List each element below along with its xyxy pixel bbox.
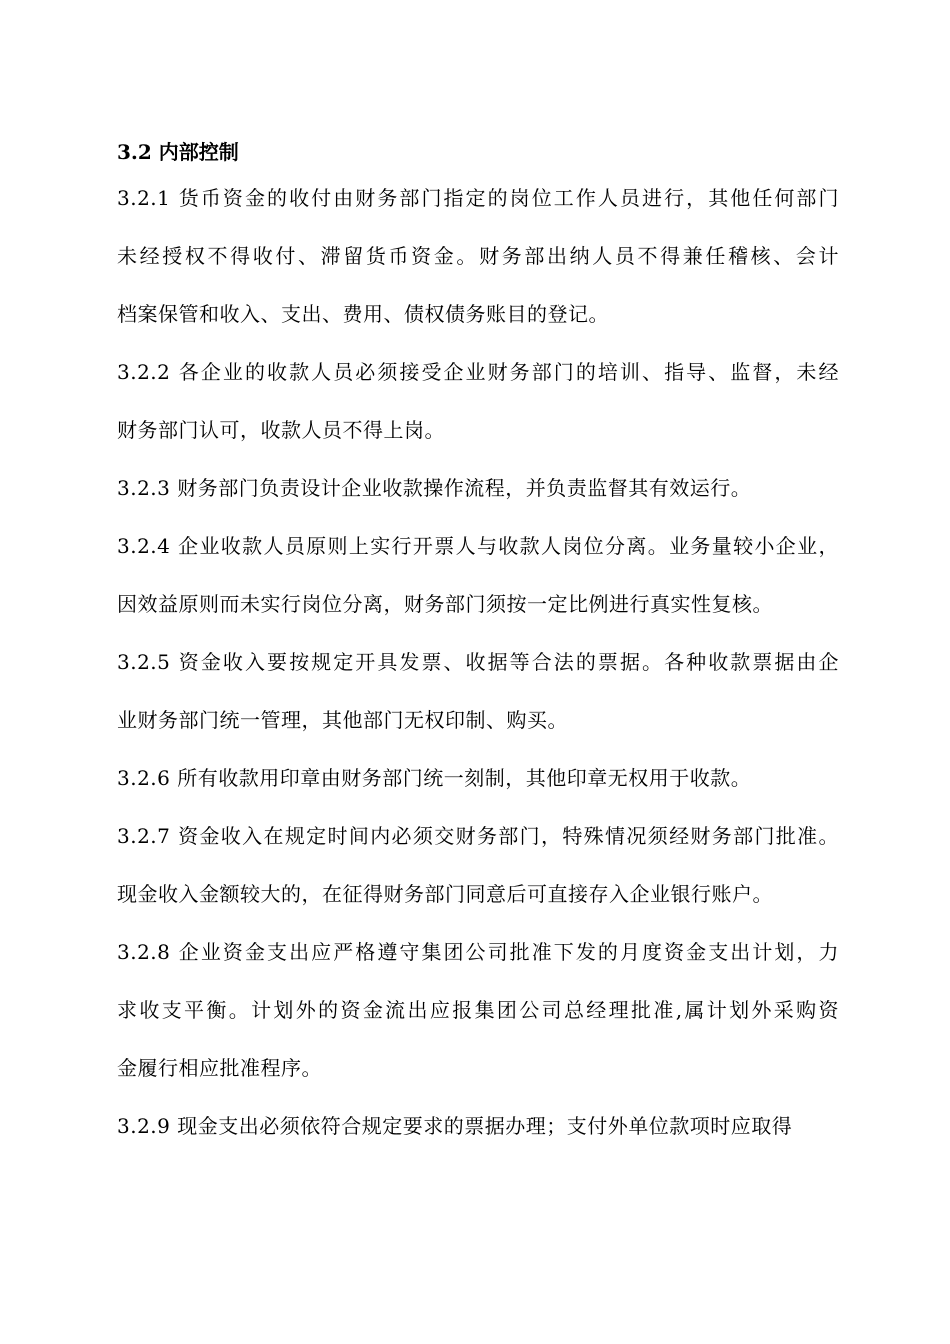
paragraph-line: 3.2.2 各企业的收款人员必须接受企业财务部门的培训、指导、监督，未经 <box>117 360 839 384</box>
paragraph-gap <box>117 914 839 932</box>
line-gap <box>117 682 839 700</box>
paragraph-line: 业财务部门统一管理，其他部门无权印制、购买。 <box>117 708 568 732</box>
paragraph-gap <box>117 334 839 352</box>
paragraph-line: 3.2.3 财务部门负责设计企业收款操作流程，并负责监督其有效运行。 <box>117 476 752 500</box>
paragraph-line: 3.2.8 企业资金支出应严格遵守集团公司批准下发的月度资金支出计划，力 <box>117 940 839 964</box>
paragraph <box>117 526 839 624</box>
paragraph-gap <box>117 1088 839 1106</box>
paragraph-line: 3.2.6 所有收款用印章由财务部门统一刻制，其他印章无权用于收款。 <box>117 766 752 790</box>
paragraph-line: 3.2.5 资金收入要按规定开具发票、收据等合法的票据。各种收款票据由企 <box>117 650 839 674</box>
paragraph <box>117 816 839 914</box>
paragraph <box>117 178 839 334</box>
line-gap <box>117 856 839 874</box>
paragraph-line: 求收支平衡。计划外的资金流出应报集团公司总经理批准,属计划外采购资 <box>117 998 839 1022</box>
paragraph-line: 因效益原则而未实行岗位分离，财务部门须按一定比例进行真实性复核。 <box>117 592 773 616</box>
paragraph-gap <box>117 508 839 526</box>
line-gap <box>117 1030 839 1048</box>
paragraph-line: 未经授权不得收付、滞留货币资金。财务部出纳人员不得兼任稽核、会计 <box>117 244 839 268</box>
paragraph-line: 3.2.9 现金支出必须依符合规定要求的票据办理；支付外单位款项时应取得 <box>117 1114 793 1138</box>
paragraph-line: 档案保管和收入、支出、费用、债权债务账目的登记。 <box>117 302 609 326</box>
section-heading: 3.2 内部控制 <box>117 140 239 164</box>
line-gap <box>117 392 839 410</box>
paragraph <box>117 758 839 798</box>
paragraph-line: 现金收入金额较大的，在征得财务部门同意后可直接存入企业银行账户。 <box>117 882 773 906</box>
line-gap <box>117 218 839 236</box>
paragraph <box>117 642 839 740</box>
paragraph-line: 3.2.7 资金收入在规定时间内必须交财务部门，特殊情况须经财务部门批准。 <box>117 824 839 848</box>
paragraph-list <box>117 178 839 1146</box>
paragraph-gap <box>117 740 839 758</box>
line-gap <box>117 566 839 584</box>
paragraph-gap <box>117 624 839 642</box>
line-gap <box>117 972 839 990</box>
paragraph-gap <box>117 798 839 816</box>
paragraph <box>117 468 839 508</box>
line-gap <box>117 276 839 294</box>
paragraph <box>117 932 839 1088</box>
paragraph-line: 金履行相应批准程序。 <box>117 1056 322 1080</box>
paragraph-line: 3.2.1 货币资金的收付由财务部门指定的岗位工作人员进行，其他任何部门 <box>117 186 839 210</box>
paragraph <box>117 1106 839 1146</box>
paragraph-line: 财务部门认可，收款人员不得上岗。 <box>117 418 445 442</box>
paragraph-line: 3.2.4 企业收款人员原则上实行开票人与收款人岗位分离。业务量较小企业， <box>117 534 839 558</box>
document-body <box>117 132 839 1146</box>
paragraph <box>117 352 839 450</box>
paragraph-gap <box>117 450 839 468</box>
